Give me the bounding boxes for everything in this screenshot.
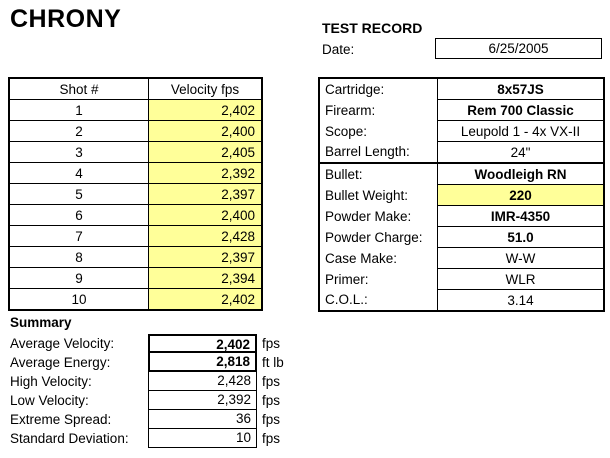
summary-label: High Velocity: — [10, 374, 92, 389]
velocity-cell[interactable]: 2,400 — [149, 121, 263, 142]
summary-label: Standard Deviation: — [10, 431, 129, 446]
shot-number-cell: 2 — [9, 121, 149, 142]
load-row — [319, 248, 604, 269]
shot-number-cell: 6 — [9, 205, 149, 226]
summary-value-box: 2,402 — [148, 334, 257, 353]
shot-row — [9, 268, 262, 289]
shot-number-cell: 3 — [9, 142, 149, 163]
shots-table — [8, 77, 263, 311]
summary-value-box: 36 — [148, 410, 257, 429]
velocity-cell[interactable]: 2,428 — [149, 226, 263, 247]
load-label: Cartridge: — [325, 81, 385, 97]
shots-header-row — [9, 78, 262, 100]
summary-label: Low Velocity: — [10, 393, 89, 408]
load-value-cell[interactable]: 3.14 — [438, 290, 605, 312]
load-row — [319, 78, 604, 100]
summary-value-box: 10 — [148, 429, 257, 448]
summary-unit: fps — [262, 336, 281, 351]
summary-unit: fps — [262, 431, 281, 446]
load-value-cell[interactable]: Leupold 1 - 4x VX-II — [438, 121, 605, 142]
shot-number-cell: 9 — [9, 268, 149, 289]
load-value-cell[interactable]: Rem 700 Classic — [438, 100, 605, 121]
date-label: Date: — [322, 42, 355, 57]
shot-row — [9, 247, 262, 268]
summary-section — [10, 334, 284, 448]
summary-unit: fps — [262, 374, 281, 389]
velocity-cell[interactable]: 2,402 — [149, 289, 263, 311]
load-label: Powder Make: — [325, 208, 412, 224]
summary-value-box: 2,392 — [148, 391, 257, 410]
velocity-cell[interactable]: 2,400 — [149, 205, 263, 226]
summary-heading: Summary — [10, 315, 72, 330]
load-value-cell[interactable]: 8x57JS — [438, 78, 605, 100]
summary-unit: fps — [262, 393, 281, 408]
shot-row — [9, 226, 262, 247]
load-label: Case Make: — [325, 250, 398, 266]
shot-row — [9, 289, 262, 311]
velocity-cell[interactable]: 2,405 — [149, 142, 263, 163]
summary-unit: ft lb — [262, 355, 284, 370]
shot-number-cell: 8 — [9, 247, 149, 268]
test-record-heading: TEST RECORD — [322, 20, 423, 36]
summary-label: Average Velocity: — [10, 336, 115, 351]
velocity-cell[interactable]: 2,392 — [149, 163, 263, 184]
shot-number-cell: 4 — [9, 163, 149, 184]
velocity-cell[interactable]: 2,394 — [149, 268, 263, 289]
shot-row — [9, 142, 262, 163]
shot-row — [9, 121, 262, 142]
load-value-cell[interactable]: 220 — [438, 185, 605, 206]
velocity-cell[interactable]: 2,397 — [149, 184, 263, 205]
shot-row — [9, 184, 262, 205]
load-label: Primer: — [325, 271, 369, 287]
summary-value-box: 2,428 — [148, 372, 257, 391]
load-row — [319, 142, 604, 164]
shot-number-cell: 1 — [9, 100, 149, 121]
shot-row — [9, 205, 262, 226]
load-label: Powder Charge: — [325, 229, 423, 245]
load-label: C.O.L.: — [325, 292, 368, 308]
load-row — [319, 206, 604, 227]
load-value-cell[interactable]: IMR-4350 — [438, 206, 605, 227]
load-value-cell[interactable]: WLR — [438, 269, 605, 290]
shot-number-cell: 7 — [9, 226, 149, 247]
load-label: Scope: — [325, 123, 368, 139]
load-label: Firearm: — [325, 102, 376, 118]
load-label: Bullet Weight: — [325, 187, 409, 203]
velocity-cell[interactable]: 2,402 — [149, 100, 263, 121]
shot-row — [9, 163, 262, 184]
shot-number-cell: 5 — [9, 184, 149, 205]
summary-label: Extreme Spread: — [10, 412, 112, 427]
shot-number-cell: 10 — [9, 289, 149, 311]
load-value-cell[interactable]: 24" — [438, 142, 605, 164]
page-title: CHRONY — [10, 5, 122, 33]
date-field[interactable]: 6/25/2005 — [435, 38, 602, 59]
summary-unit: fps — [262, 412, 281, 427]
load-row — [319, 100, 604, 121]
load-row — [319, 290, 604, 312]
shot-row — [9, 100, 262, 121]
shots-header-shot: Shot # — [9, 78, 149, 100]
load-row — [319, 185, 604, 206]
velocity-cell[interactable]: 2,397 — [149, 247, 263, 268]
summary-label: Average Energy: — [10, 355, 111, 370]
load-label: Barrel Length: — [325, 144, 410, 160]
shots-header-velocity: Velocity fps — [149, 78, 263, 100]
load-label: Bullet: — [319, 163, 438, 185]
load-row — [319, 121, 604, 142]
load-row — [319, 269, 604, 290]
load-table — [318, 77, 605, 312]
load-value-cell[interactable]: Woodleigh RN — [438, 163, 605, 185]
load-value-cell[interactable]: W-W — [438, 248, 605, 269]
load-value-cell[interactable]: 51.0 — [438, 227, 605, 248]
load-row — [319, 227, 604, 248]
load-row — [319, 163, 604, 185]
summary-value-box: 2,818 — [148, 353, 257, 372]
